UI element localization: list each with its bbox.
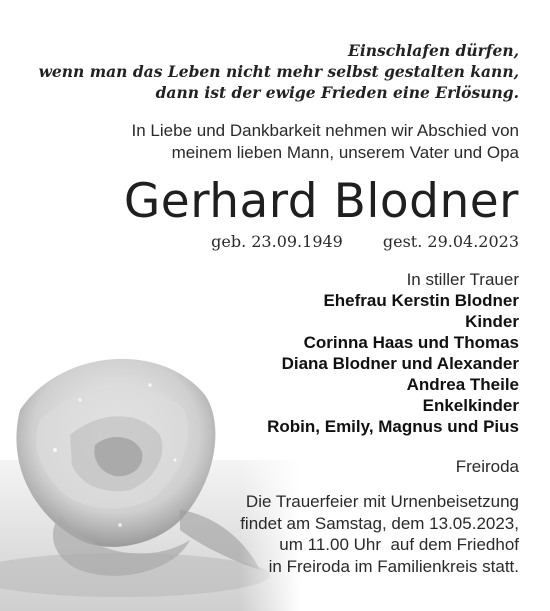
life-dates: [211, 231, 519, 253]
service-line: findet am Samstag, dem 13.05.2023,: [240, 513, 519, 533]
mourner: Ehefrau Kerstin Blodner: [323, 291, 519, 310]
intro-text: [132, 120, 519, 164]
service-details: [240, 491, 519, 577]
place: Freiroda: [455, 457, 519, 476]
quote-line: dann ist der ewige Frieden eine Erlösung.: [155, 83, 519, 102]
service-line: um 11.00 Uhr auf dem Friedhof: [279, 535, 519, 554]
mourner: Diana Blodner und Alexander: [281, 354, 519, 373]
quote-line: Einschlafen dürfen,: [348, 41, 519, 60]
mourner: Enkelkinder: [422, 396, 519, 415]
deceased-name: Gerhard Blodner: [123, 174, 519, 229]
intro-line: In Liebe und Dankbarkeit nehmen wir Abschied von: [131, 121, 519, 140]
service-line: in Freiroda im Familienkreis statt.: [268, 556, 519, 576]
intro-line: meinem lieben Mann, unserem Vater und Opa: [171, 143, 519, 162]
mourning-heading: In stiller Trauer: [406, 270, 519, 289]
birth-date: geb. 23.09.1949: [211, 232, 343, 251]
quote-line: wenn man das Leben nicht mehr selbst gestalten kann,: [38, 62, 519, 81]
mourners-list: [267, 269, 519, 437]
mourner: Kinder: [465, 312, 519, 331]
death-date: gest. 29.04.2023: [382, 232, 519, 251]
mourner: Corinna Haas und Thomas: [303, 333, 519, 352]
service-line: Die Trauerfeier mit Urnenbeisetzung: [245, 492, 519, 511]
quote: [39, 40, 519, 103]
mourner: Robin, Emily, Magnus und Pius: [267, 417, 519, 436]
mourner: Andrea Theile: [406, 375, 519, 394]
